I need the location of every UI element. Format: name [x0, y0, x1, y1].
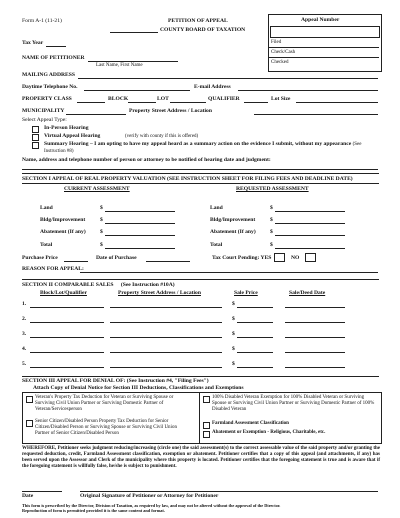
comparable-street-field[interactable]	[110, 322, 222, 323]
section2-instruction: (See Instruction #10A)	[120, 282, 175, 288]
form-title: PETITION OF APPEAL	[168, 18, 228, 24]
tax-year-field[interactable]	[46, 46, 66, 47]
tax-court-label: Tax Court Pending: YES	[212, 255, 272, 261]
purchase-price-field[interactable]	[64, 261, 88, 262]
comparable-price-field[interactable]	[237, 337, 273, 338]
requested-dollar: $	[270, 242, 273, 248]
purchase-price-label: Purchase Price	[22, 255, 58, 261]
requested-assessment-label: REQUESTED ASSESSMENT	[236, 186, 309, 192]
disabled-vet-checkbox[interactable]	[203, 396, 210, 403]
tax-court-yes-box[interactable]	[274, 253, 285, 262]
requested-value-field[interactable]	[275, 248, 345, 249]
current-value-field[interactable]	[105, 223, 175, 224]
religious-label: Abatement or Exemption - Religious, Charitable, etc.	[212, 430, 326, 435]
date-purchase-label: Date of Purchase	[96, 255, 137, 261]
col-date-header: Sale/Deed Date	[289, 290, 326, 296]
current-assessment-label: CURRENT ASSESSMENT	[64, 186, 130, 192]
tax-year-label: Tax Year	[22, 40, 44, 46]
current-dollar: $	[100, 217, 103, 223]
summary-checkbox[interactable]	[32, 142, 39, 149]
farmland-checkbox[interactable]	[203, 422, 210, 429]
comparable-row-number: 4.	[22, 346, 27, 352]
section1-title: SECTION I APPEAL OF REAL PROPERTY VALUATION (SEE INSTRUCTION SHEET FOR FILING FEES AND DEADLINE DATE)	[22, 176, 353, 182]
date-purchase-field[interactable]	[146, 261, 190, 262]
comparable-row-number: 1.	[22, 301, 27, 307]
email-label: E-mail Address	[194, 84, 231, 90]
current-dollar: $	[100, 229, 103, 235]
reason-field[interactable]	[80, 272, 378, 273]
mailing-label: MAILING ADDRESS	[22, 72, 75, 78]
property-street-field[interactable]	[254, 114, 378, 115]
municipality-field[interactable]	[66, 114, 126, 115]
date-label: Date	[22, 493, 34, 499]
comparable-dollar: $	[232, 361, 235, 367]
disabled-vet-label: 100% Disabled Veteran Exemption for 100% Disabled Veteran or Surviving Spouse or Surviving Civil Union Partner or Surviving Domestic Partner of 100% Disabled Veteran	[212, 395, 375, 412]
form-id: Form A-1 (11-21)	[22, 18, 62, 24]
virtual-label: Virtual Appeal Hearing	[44, 133, 101, 139]
comparable-row-number: 3.	[22, 331, 27, 337]
comparable-price-field[interactable]	[237, 322, 273, 323]
comparable-block-field[interactable]	[30, 352, 104, 353]
current-dollar: $	[100, 242, 103, 248]
phone-field[interactable]	[84, 90, 190, 91]
comparable-row-number: 5.	[22, 361, 27, 367]
form-subtitle: COUNTY BOARD OF TAXATION	[160, 27, 246, 33]
requested-row-label: Abatement (If any)	[210, 229, 256, 235]
municipality-label: MUNICIPALITY	[22, 108, 65, 114]
comparable-street-field[interactable]	[110, 337, 222, 338]
current-value-field[interactable]	[105, 211, 175, 212]
requested-value-field[interactable]	[275, 223, 345, 224]
notify-label: Name, address and telephone number of person or attorney to be notified of hearing date and judgment:	[22, 157, 271, 163]
wherefore-text: WHEREFORE, Petitioner seeks judgment reducing/increasing (circle one) the said assessment(s) to the correct assessable value of the said property and/or granting the requested deduction, credit, Farmland Assessment classification, exemption or abatement. Petitioner certifies that a copy of this appeal (and attachments, if any) has been served upon the Assessor and Clerk of the municipality where this property is located. Petitioner certifies that the foregoing statement is true and is aware that if the foregoing statement is willfully false, he/she is subject to punishment.	[22, 446, 380, 469]
current-value-field[interactable]	[105, 248, 175, 249]
mailing-field[interactable]	[78, 78, 378, 79]
section3-attach: Attach Copy of Denial Notice for Section III Deductions, Classifications and Exemptions	[33, 385, 244, 391]
footer-notice-2: Reproduction of form is permitted provided it is the same content and format.	[22, 508, 165, 513]
comparable-dollar: $	[232, 301, 235, 307]
comparable-street-field[interactable]	[110, 367, 222, 368]
comparable-date-field[interactable]	[285, 322, 345, 323]
summary-label: Summary Hearing – I am opting to have my appeal heard as a summary action on the evidence I submit, without my appearance (See Instruction #8)	[44, 141, 362, 154]
block-field[interactable]	[128, 102, 156, 103]
checked-label: Checked	[271, 60, 289, 65]
lot-size-field[interactable]	[296, 102, 378, 103]
requested-dollar: $	[270, 205, 273, 211]
veterans-checkbox[interactable]	[26, 396, 33, 403]
appeal-number-field[interactable]	[270, 26, 380, 38]
requested-value-field[interactable]	[275, 235, 345, 236]
requested-row-label: Land	[210, 205, 223, 211]
county-name-line	[110, 32, 158, 33]
comparable-date-field[interactable]	[285, 367, 345, 368]
qualifier-field[interactable]	[244, 102, 268, 103]
name-hint: Last Name, First Name	[96, 63, 143, 68]
current-row-label: Bldg/Improvement	[40, 217, 86, 223]
comparable-date-field[interactable]	[285, 337, 345, 338]
comparable-dollar: $	[232, 331, 235, 337]
comparable-price-field[interactable]	[237, 367, 273, 368]
phone-label: Daytime Telephone No.	[22, 84, 78, 90]
filed-label: Filed	[271, 40, 282, 45]
property-class-label: PROPERTY CLASS	[22, 96, 72, 102]
comparable-date-field[interactable]	[285, 352, 345, 353]
requested-value-field[interactable]	[275, 211, 345, 212]
block-label: BLOCK	[108, 96, 129, 102]
in-person-checkbox[interactable]	[32, 126, 39, 133]
section3-box	[22, 392, 382, 444]
current-row-label: Abatement (If any)	[40, 229, 86, 235]
farmland-label: Farmland Assessment Classification	[212, 421, 289, 426]
col-block-header: Block/Lot/Qualifier	[40, 290, 87, 296]
current-value-field[interactable]	[105, 235, 175, 236]
col-street-header: Property Street Address / Location	[118, 290, 201, 296]
col-price-header: Sale Price	[234, 290, 258, 296]
requested-row-label: Bldg/Improvement	[210, 217, 256, 223]
notify-field-line1[interactable]	[22, 169, 378, 170]
name-field[interactable]	[88, 61, 178, 62]
comparable-street-field[interactable]	[110, 352, 222, 353]
current-row-label: Total	[40, 242, 53, 248]
property-street-label: Property Street Address / Location	[129, 108, 212, 114]
reason-label: REASON FOR APPEAL:	[22, 266, 84, 272]
comparable-street-field[interactable]	[110, 307, 222, 308]
virtual-checkbox[interactable]	[32, 134, 39, 141]
name-label: NAME OF PETITIONER	[22, 55, 85, 61]
requested-dollar: $	[270, 229, 273, 235]
lot-label: LOT	[157, 96, 169, 102]
qualifier-label: QUALIFIER	[208, 96, 240, 102]
current-row-label: Land	[40, 205, 53, 211]
summary-note: (See Instruction #8)	[44, 142, 362, 154]
comparable-date-field[interactable]	[285, 307, 345, 308]
comparable-price-field[interactable]	[237, 307, 273, 308]
check-cash-label: Check/Cash	[271, 50, 296, 55]
footer-notice-1: This form is prescribed by the Director, Division of Taxation, as required by law, and may not be altered without the approval of the Director.	[22, 503, 281, 508]
comparable-block-field[interactable]	[30, 307, 104, 308]
veterans-label: Veteran's Property Tax Deduction for Veteran or Surviving Spouse or Surviving Civil Union Partner or Surviving Domestic Partner of Veteran/Servicesperson	[35, 395, 174, 412]
comparable-dollar: $	[232, 316, 235, 322]
in-person-label: In-Person Hearing	[44, 125, 89, 131]
comparable-block-field[interactable]	[30, 322, 104, 323]
comparable-block-field[interactable]	[30, 337, 104, 338]
senior-label: Senior Citizen/Disabled Person Property Tax Deduction for Senior Citizen/Disabled Person or Surviving Spouse or Surviving Civil Union Partner of Senior Citizen/Disabled Person	[35, 419, 177, 436]
appeal-number-title: Appeal Number	[301, 17, 340, 23]
date-field[interactable]	[22, 491, 62, 492]
select-type-label: Select Appeal Type:	[22, 117, 67, 123]
tax-court-no-label: NO	[291, 255, 300, 261]
requested-dollar: $	[270, 217, 273, 223]
signature-field[interactable]	[80, 491, 378, 492]
tax-court-no-box[interactable]	[305, 253, 316, 262]
comparable-block-field[interactable]	[30, 367, 104, 368]
comparable-dollar: $	[232, 346, 235, 352]
property-class-field[interactable]	[77, 102, 105, 103]
senior-checkbox[interactable]	[26, 420, 33, 427]
virtual-note: (verify with county if this is offered)	[125, 133, 199, 139]
current-dollar: $	[100, 205, 103, 211]
requested-row-label: Total	[210, 242, 223, 248]
comparable-price-field[interactable]	[237, 352, 273, 353]
religious-checkbox[interactable]	[203, 431, 210, 438]
lot-size-label: Lot Size	[271, 96, 291, 102]
appeal-number-box	[268, 14, 382, 72]
email-field[interactable]	[238, 90, 378, 91]
signature-label: Original Signature of Petitioner or Attorney for Petitioner	[80, 493, 219, 499]
section3-title: SECTION III APPEAL FOR DENIAL OF: (See Instruction #4, "Filing Fees")	[22, 378, 209, 384]
comparable-row-number: 2.	[22, 316, 27, 322]
section2-title: SECTION II COMPARABLE SALES (See Instruction #10A)	[22, 282, 175, 288]
lot-field[interactable]	[170, 102, 206, 103]
